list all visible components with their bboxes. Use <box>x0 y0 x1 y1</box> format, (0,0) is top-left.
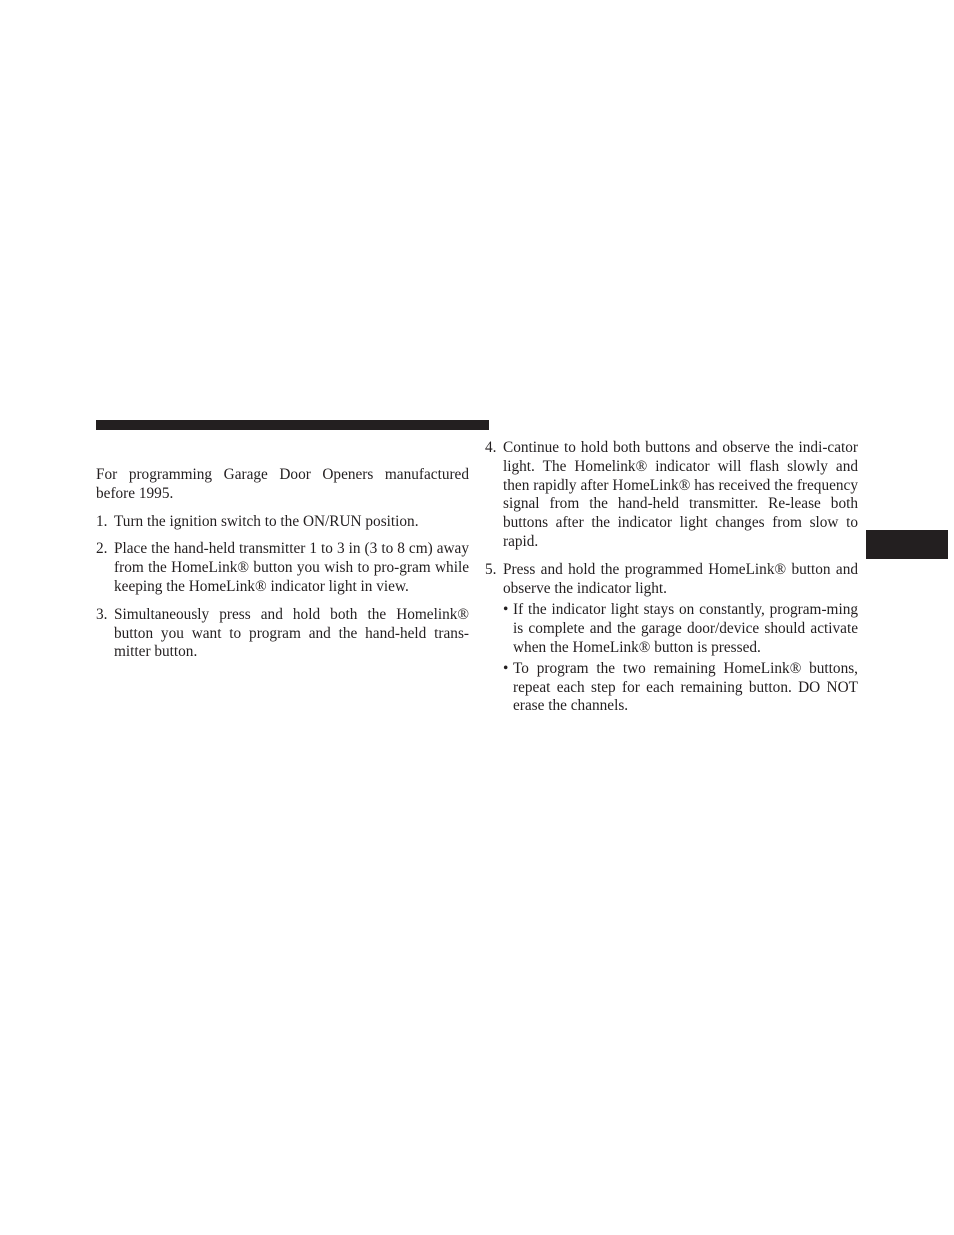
intro-paragraph: For programming Garage Door Openers manufactured before 1995. <box>96 466 469 502</box>
step-number: 1. <box>96 512 108 530</box>
right-column <box>485 439 858 725</box>
step-number: 5. <box>485 560 497 578</box>
bullet-text: If the indicator light stays on constantly, program-ming is complete and the garage door/device should activate when the HomeLink® button is pressed. <box>513 601 858 656</box>
step-item <box>96 513 469 532</box>
step-item <box>96 606 469 662</box>
step-text: Press and hold the programmed HomeLink® button and observe the indicator light. <box>503 560 858 597</box>
step-text: Turn the ignition switch to the ON/RUN position. <box>114 512 419 530</box>
step-number: 2. <box>96 540 108 558</box>
step-item <box>485 439 858 552</box>
step-number: 3. <box>96 605 108 623</box>
section-heading-rule <box>96 420 489 430</box>
left-column <box>96 466 469 671</box>
chapter-thumb-tab <box>866 530 948 559</box>
step-text: Simultaneously press and hold both the Homelink® button you want to program and the hand-held trans-mitter button. <box>114 605 469 661</box>
step-item <box>96 540 469 596</box>
step-item <box>485 561 858 716</box>
step-text: Place the hand-held transmitter 1 to 3 in (3 to 8 cm) away from the HomeLink® button you wish to pro-gram while keeping the HomeLink® indicator light in view. <box>114 540 469 595</box>
steps-list-left <box>96 513 469 663</box>
step-number: 4. <box>485 439 497 456</box>
bullet-mark: • <box>503 601 509 619</box>
bullet-item <box>503 601 858 657</box>
bullet-text: To program the two remaining HomeLink® buttons, repeat each step for each remaining button. DO NOT erase the channels. <box>513 659 858 715</box>
steps-list-right <box>485 439 858 716</box>
sub-bullet-list <box>503 601 858 716</box>
step-text: Continue to hold both buttons and observe the indi-cator light. The Homelink® indicator will flash slowly and then rapidly after HomeLink® has received the frequency signal from the hand-held transmitter. Re-lease both buttons after the indicator light changes from slow to rapid. <box>503 439 858 550</box>
bullet-mark: • <box>503 659 509 677</box>
bullet-item <box>503 660 858 716</box>
